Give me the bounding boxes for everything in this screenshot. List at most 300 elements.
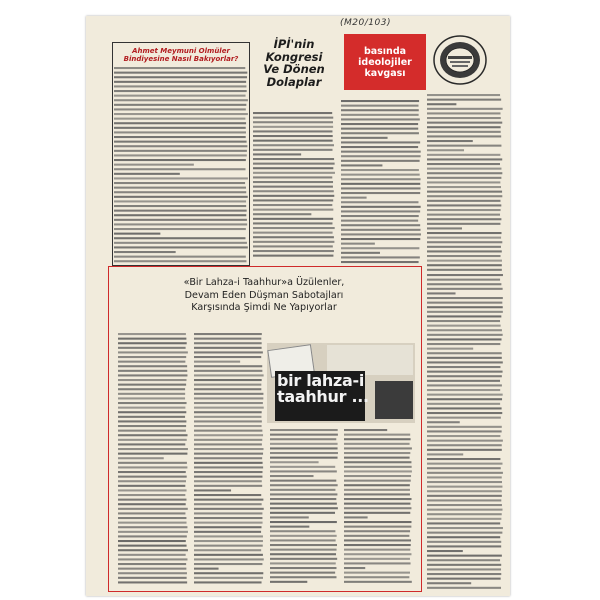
text-line xyxy=(253,255,333,257)
text-line xyxy=(118,420,186,422)
text-line xyxy=(118,342,187,344)
text-line xyxy=(118,549,188,551)
text-line xyxy=(427,490,502,492)
text-line xyxy=(344,489,410,491)
text-line xyxy=(114,131,246,133)
text-line xyxy=(427,338,502,340)
text-line xyxy=(341,243,375,245)
text-line xyxy=(114,200,246,202)
text-line xyxy=(344,457,410,459)
text-line xyxy=(270,457,338,459)
archive-mark: (M20/103) xyxy=(340,18,391,28)
text-line xyxy=(194,489,231,491)
text-line xyxy=(270,526,309,528)
text-line xyxy=(427,246,501,248)
text-line xyxy=(427,122,502,124)
text-line xyxy=(427,204,501,206)
text-line xyxy=(114,256,246,258)
text-line xyxy=(118,572,187,574)
text-line xyxy=(427,292,456,294)
text-line xyxy=(427,513,502,515)
text-line xyxy=(270,484,338,486)
text-line xyxy=(118,397,185,399)
text-line xyxy=(341,224,420,226)
text-line xyxy=(341,178,421,180)
text-line xyxy=(118,416,185,418)
text-line xyxy=(270,475,314,477)
text-line xyxy=(194,457,262,459)
text-line xyxy=(341,105,419,107)
main-article-column-1 xyxy=(117,331,189,585)
text-line xyxy=(427,435,500,437)
text-line xyxy=(253,250,334,252)
text-line xyxy=(114,251,176,253)
text-line xyxy=(341,132,419,134)
text-line xyxy=(270,447,338,449)
text-line xyxy=(270,507,338,509)
text-line xyxy=(427,458,500,460)
text-line xyxy=(427,145,501,147)
text-line xyxy=(344,549,410,551)
text-line xyxy=(344,461,411,463)
text-line xyxy=(427,135,501,137)
text-line xyxy=(427,398,502,400)
text-line xyxy=(341,123,418,125)
text-line xyxy=(118,351,188,353)
text-line xyxy=(344,562,411,564)
text-line xyxy=(253,241,334,243)
text-line xyxy=(118,338,186,340)
text-line xyxy=(253,236,334,238)
text-line xyxy=(344,466,412,468)
text-line xyxy=(344,530,410,532)
text-line xyxy=(427,532,502,534)
text-line xyxy=(253,130,332,132)
text-line xyxy=(194,526,262,528)
text-line xyxy=(344,484,410,486)
text-line xyxy=(427,112,500,114)
text-line xyxy=(427,131,501,133)
text-line xyxy=(427,117,501,119)
text-line xyxy=(270,452,338,454)
text-line xyxy=(194,522,263,524)
text-line xyxy=(253,199,333,201)
text-line xyxy=(341,169,419,171)
text-line xyxy=(270,535,337,537)
text-line xyxy=(194,342,262,344)
text-line xyxy=(114,242,247,244)
text-line xyxy=(114,122,246,124)
text-line xyxy=(118,476,187,478)
text-line xyxy=(427,559,500,561)
text-line xyxy=(118,425,186,427)
text-line xyxy=(114,164,194,166)
text-line xyxy=(118,434,188,436)
text-line xyxy=(341,146,418,148)
column-four-text xyxy=(426,92,504,272)
text-line xyxy=(427,440,503,442)
text-line xyxy=(427,163,500,165)
text-line xyxy=(114,210,247,212)
text-line xyxy=(270,498,336,500)
text-line xyxy=(341,252,380,254)
text-line xyxy=(427,352,502,354)
text-line xyxy=(427,99,501,101)
photo-brand-block xyxy=(375,381,413,419)
text-line xyxy=(341,201,418,203)
text-line xyxy=(344,516,368,518)
text-line xyxy=(253,213,311,215)
text-line xyxy=(344,576,409,578)
newspaper-page xyxy=(86,16,510,596)
text-line xyxy=(427,357,502,359)
text-line xyxy=(427,191,502,193)
text-line xyxy=(270,581,307,583)
text-line xyxy=(118,430,186,432)
text-line xyxy=(118,407,185,409)
text-line xyxy=(118,333,186,335)
text-line xyxy=(341,247,419,249)
text-line xyxy=(341,137,388,139)
text-line xyxy=(118,526,187,528)
text-line xyxy=(427,380,500,382)
text-line xyxy=(427,237,501,239)
text-line xyxy=(253,245,333,247)
text-line xyxy=(114,127,246,129)
text-line xyxy=(270,480,336,482)
text-line xyxy=(427,467,501,469)
text-line xyxy=(194,503,262,505)
text-line xyxy=(341,155,421,157)
text-line xyxy=(118,545,187,547)
text-line xyxy=(253,163,335,165)
text-line xyxy=(194,338,261,340)
text-line xyxy=(427,522,500,524)
text-line xyxy=(427,578,501,580)
text-line xyxy=(427,94,500,96)
red-topic-box xyxy=(344,34,426,90)
text-line xyxy=(427,108,503,110)
text-line xyxy=(194,480,262,482)
text-line xyxy=(118,581,187,583)
text-line xyxy=(344,535,409,537)
text-line xyxy=(344,470,412,472)
text-line xyxy=(344,452,410,454)
text-line xyxy=(253,218,333,220)
text-line xyxy=(253,172,335,174)
text-line xyxy=(270,521,337,523)
text-line xyxy=(427,568,501,570)
text-line xyxy=(114,90,247,92)
text-line xyxy=(427,426,502,428)
text-line xyxy=(118,517,186,519)
text-line xyxy=(344,521,411,523)
text-line xyxy=(270,549,337,551)
text-line xyxy=(118,402,187,404)
text-line xyxy=(194,384,261,386)
text-line xyxy=(114,150,247,152)
text-line xyxy=(341,151,421,153)
text-line xyxy=(194,531,261,533)
text-line xyxy=(118,512,185,514)
text-line xyxy=(118,558,187,560)
middle-article-headline: İPİ'nin Kongresi Ve Dönen Dolaplar xyxy=(263,37,325,89)
text-line xyxy=(118,494,185,496)
text-line xyxy=(118,388,185,390)
left-article xyxy=(112,42,250,266)
text-line xyxy=(427,573,501,575)
text-line xyxy=(194,407,264,409)
text-line xyxy=(341,206,421,208)
text-line xyxy=(427,348,473,350)
text-line xyxy=(114,118,245,120)
text-line xyxy=(427,587,501,589)
text-line xyxy=(118,489,187,491)
text-line xyxy=(118,457,164,459)
text-line xyxy=(253,209,333,211)
text-line xyxy=(253,190,334,192)
right-column-text xyxy=(426,272,504,592)
text-line xyxy=(114,205,246,207)
text-line xyxy=(194,425,262,427)
text-line xyxy=(427,227,462,229)
text-line xyxy=(194,471,262,473)
text-line xyxy=(114,182,245,184)
text-line xyxy=(253,176,332,178)
text-line xyxy=(194,411,262,413)
text-line xyxy=(344,503,410,505)
text-line xyxy=(118,356,186,358)
text-line xyxy=(253,112,332,114)
text-line xyxy=(341,229,421,231)
text-line xyxy=(427,366,500,368)
article-photo xyxy=(267,343,415,423)
text-line xyxy=(118,480,186,482)
left-article-body xyxy=(113,65,249,265)
text-line xyxy=(341,220,418,222)
text-line xyxy=(194,572,263,574)
text-line xyxy=(427,329,502,331)
text-line xyxy=(270,553,336,555)
text-line xyxy=(427,361,503,363)
text-line xyxy=(341,141,420,143)
text-line xyxy=(344,544,411,546)
text-line xyxy=(114,141,247,143)
text-line xyxy=(427,172,502,174)
text-line xyxy=(344,475,411,477)
text-line xyxy=(341,174,420,176)
text-line xyxy=(114,113,248,115)
text-line xyxy=(427,463,502,465)
text-line xyxy=(118,466,187,468)
text-line xyxy=(427,274,503,276)
text-line xyxy=(253,204,332,206)
text-line xyxy=(118,347,186,349)
text-line xyxy=(118,365,187,367)
text-line xyxy=(194,347,262,349)
text-line xyxy=(114,214,246,216)
text-line xyxy=(427,302,502,304)
text-line xyxy=(341,114,419,116)
text-line xyxy=(114,237,245,239)
text-line xyxy=(194,568,219,570)
text-line xyxy=(194,356,261,358)
text-line xyxy=(194,439,262,441)
text-line xyxy=(427,472,503,474)
text-line xyxy=(427,394,503,396)
text-line xyxy=(194,443,262,445)
text-line xyxy=(114,99,248,101)
text-line xyxy=(253,222,332,224)
text-line xyxy=(344,572,410,574)
text-line xyxy=(427,412,502,414)
text-line xyxy=(270,429,338,431)
text-line xyxy=(270,516,309,518)
text-line xyxy=(427,343,500,345)
text-line xyxy=(194,540,263,542)
text-line xyxy=(270,572,335,574)
text-line xyxy=(118,508,188,510)
text-line xyxy=(114,168,246,170)
text-line xyxy=(194,558,264,560)
text-line xyxy=(194,370,262,372)
text-line xyxy=(341,197,367,199)
text-line xyxy=(427,334,503,336)
text-line xyxy=(427,255,501,257)
text-line xyxy=(253,167,333,169)
text-line xyxy=(341,160,420,162)
text-line xyxy=(270,438,336,440)
text-line xyxy=(118,568,186,570)
text-line xyxy=(427,103,456,105)
text-line xyxy=(253,181,333,183)
text-line xyxy=(114,196,248,198)
text-line xyxy=(118,384,186,386)
text-line xyxy=(270,576,336,578)
text-line xyxy=(194,374,264,376)
text-line xyxy=(427,158,502,160)
text-line xyxy=(114,159,246,161)
text-line xyxy=(114,187,246,189)
text-line xyxy=(114,136,246,138)
text-line xyxy=(194,494,261,496)
text-line xyxy=(114,260,246,262)
text-line xyxy=(118,554,186,556)
text-line xyxy=(427,209,501,211)
text-line xyxy=(114,67,245,69)
text-line xyxy=(114,85,246,87)
text-line xyxy=(427,181,500,183)
text-line xyxy=(114,81,246,83)
text-line xyxy=(194,453,263,455)
text-line xyxy=(118,374,187,376)
text-line xyxy=(114,76,247,78)
text-line xyxy=(344,498,412,500)
photo-title-text: bir lahza-i taahhur ... xyxy=(277,371,369,406)
text-line xyxy=(270,503,337,505)
text-line xyxy=(427,168,501,170)
text-line xyxy=(427,453,463,455)
text-line xyxy=(344,526,411,528)
text-line xyxy=(427,200,500,202)
text-line xyxy=(253,195,334,197)
text-line xyxy=(427,403,500,405)
text-line xyxy=(427,550,463,552)
text-line xyxy=(344,447,412,449)
text-line xyxy=(253,144,334,146)
main-article-column-2 xyxy=(193,331,265,585)
text-line xyxy=(118,393,185,395)
text-line xyxy=(341,109,419,111)
text-line xyxy=(253,117,333,119)
text-line xyxy=(427,536,500,538)
text-line xyxy=(427,486,502,488)
text-line xyxy=(427,232,502,234)
text-line xyxy=(270,512,335,514)
text-line xyxy=(344,434,410,436)
text-line xyxy=(341,183,420,185)
text-line xyxy=(344,480,411,482)
text-line xyxy=(427,140,473,142)
text-line xyxy=(253,140,333,142)
text-line xyxy=(427,582,471,584)
text-line xyxy=(253,121,333,123)
text-line xyxy=(427,288,503,290)
text-line xyxy=(341,100,419,102)
text-line xyxy=(194,563,262,565)
text-line xyxy=(253,232,333,234)
text-line xyxy=(270,443,338,445)
text-line xyxy=(427,269,502,271)
text-line xyxy=(114,173,180,175)
text-line xyxy=(427,315,501,317)
text-line xyxy=(427,481,502,483)
main-article xyxy=(108,266,422,592)
text-line xyxy=(194,393,263,395)
text-line xyxy=(341,210,420,212)
text-line xyxy=(341,256,420,258)
text-line xyxy=(341,192,420,194)
text-line xyxy=(194,554,263,556)
text-line xyxy=(114,223,247,225)
text-line xyxy=(194,476,262,478)
text-line xyxy=(427,545,501,547)
text-line xyxy=(114,95,246,97)
text-line xyxy=(118,522,187,524)
text-line xyxy=(344,553,411,555)
text-line xyxy=(344,438,411,440)
main-article-headline: «Bir Lahza-i Taahhur»a Üzülenler, Devam Eden Düşman Sabotajları Karşısında Şimdi Ne Yapıyorlar xyxy=(183,277,345,313)
text-line xyxy=(270,544,337,546)
text-line xyxy=(253,149,333,151)
text-line xyxy=(427,389,500,391)
text-line xyxy=(427,384,502,386)
text-line xyxy=(341,187,421,189)
text-line xyxy=(341,261,419,263)
text-line xyxy=(118,370,187,372)
text-line xyxy=(427,177,501,179)
text-line xyxy=(427,311,503,313)
text-line xyxy=(194,448,264,450)
text-line xyxy=(344,493,410,495)
text-line xyxy=(427,223,500,225)
text-line xyxy=(427,504,502,506)
text-line xyxy=(427,264,502,266)
text-line xyxy=(427,509,502,511)
text-line xyxy=(194,485,262,487)
text-line xyxy=(427,375,502,377)
text-line xyxy=(344,443,410,445)
